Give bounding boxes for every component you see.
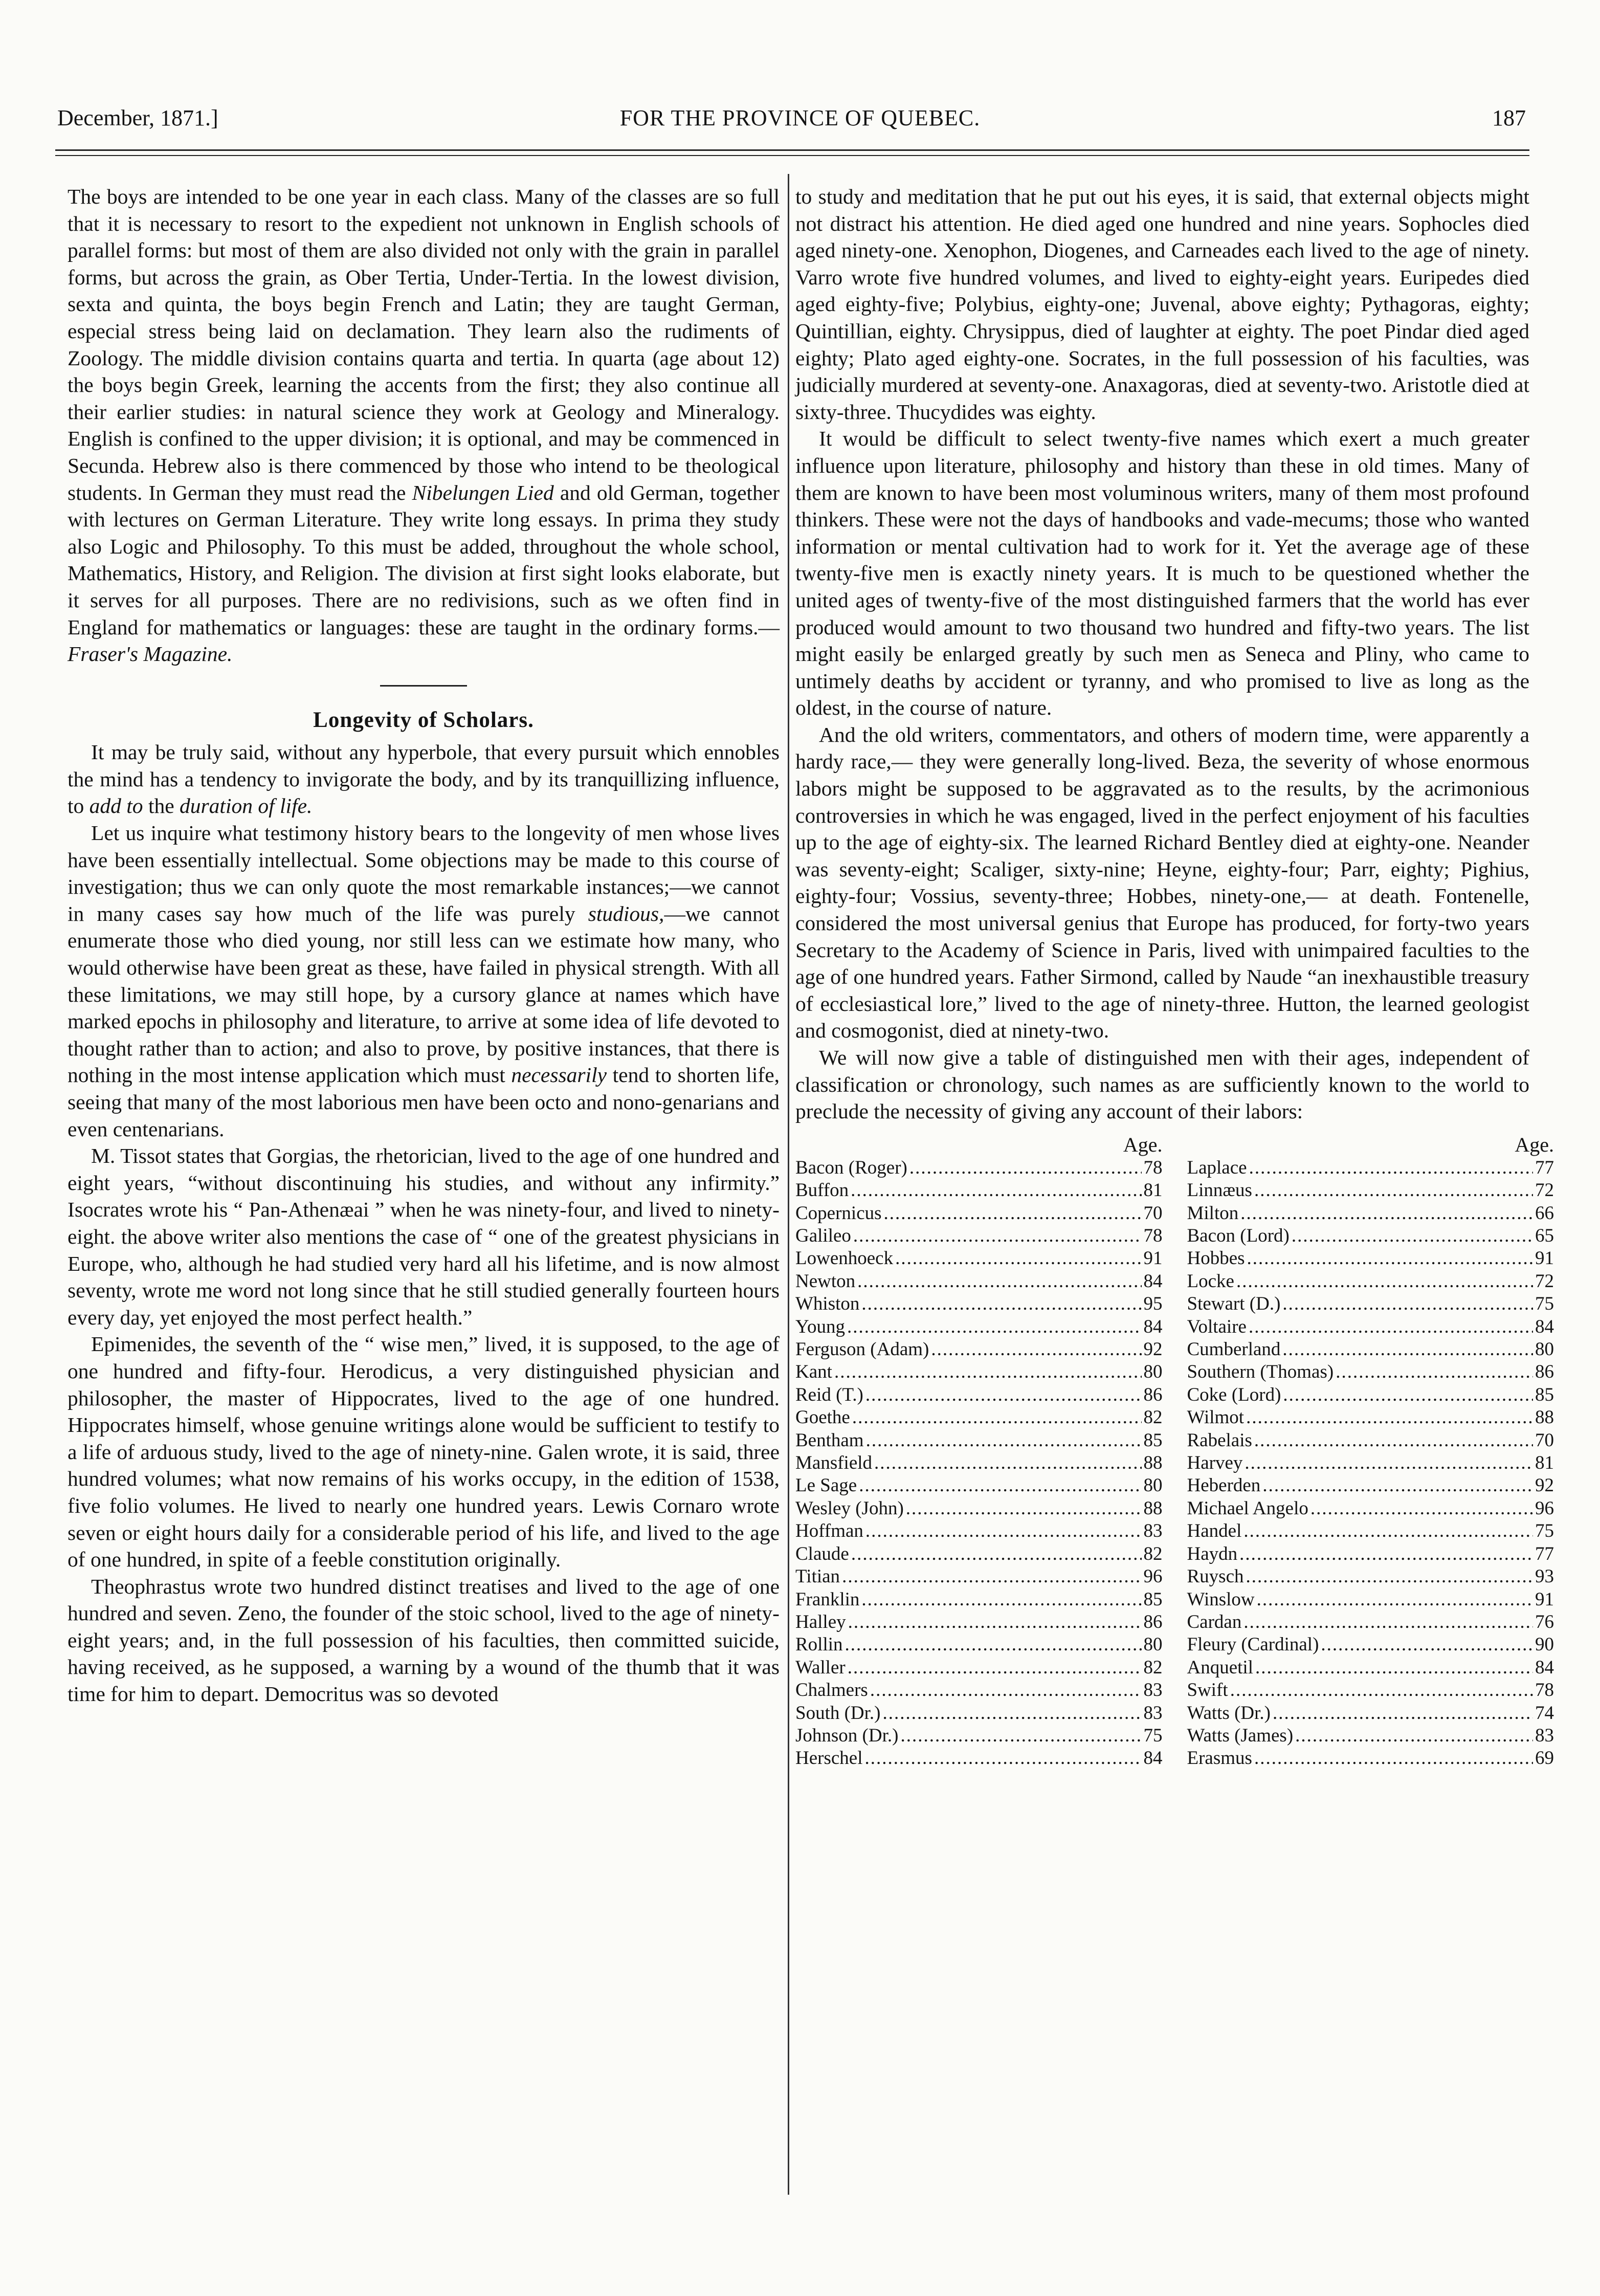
paragraph-epimenides: Epimenides, the seventh of the “ wise men,” lived, it is supposed, to the age of one hundred and fifty-four. Herodicus, a very distinguished physician and philosopher, the master of Hippocrates, lived to the age of one hundred. Hippocrates himself, whose genuine writings alone would be sufficient to testify to a life of arduous study, lived to the age of ninety-nine. Galen wrote, it is said, three hundred volumes; what now remains of his works occupy, in the edition of 1538, five folio volumes. He lived to nearly one hundred years. Lewis Cornaro wrote seven or eight hours daily for a considerable period of his life, and lived to the age of one hundred, in spite of a feeble constitution originally. [68, 1332, 780, 1572]
table-row [1187, 1179, 1554, 1202]
header-rule [55, 149, 1529, 151]
person-age: 81 [1143, 1180, 1163, 1201]
table-row [795, 1316, 1163, 1338]
right-column [795, 183, 1554, 1770]
person-age: 84 [1143, 1316, 1163, 1337]
header-rule-thin [55, 155, 1529, 156]
paragraph-continuation: to study and meditation that he put out his eyes, it is said, that external objects might not distract his attention. He died aged one hundred and nine years. Sophocles died aged ninety-one. Xenophon, Diogenes, and Carneades each lived to the age of ninety. Varro wrote five hundred volumes, and lived to eighty-eight years. Euripedes died aged eighty-five; Polybius, eighty-one; Juvenal, above eighty; Pythagoras, eighty; Quintillian, eighty. Chrysippus, died of laughter at eighty. The poet Pindar died aged eighty; Plato aged eighty-one. Socrates, in the full possession of his faculties, was judicially murdered at seventy-one. Anaxagoras, died at seventy-two. Aristotle died at sixty-three. Thucydides was eighty. [795, 185, 1529, 424]
person-age: 80 [1535, 1339, 1554, 1360]
table-row [1187, 1679, 1554, 1702]
person-age: 82 [1143, 1543, 1163, 1564]
table-row [1187, 1497, 1554, 1520]
table-row [1187, 1361, 1554, 1383]
person-name: Herschel [795, 1748, 863, 1769]
column-divider [788, 174, 789, 2195]
table-row [1187, 1633, 1554, 1656]
person-age: 82 [1143, 1407, 1163, 1428]
person-name: Haydn [1187, 1543, 1238, 1564]
person-name: South (Dr.) [795, 1702, 881, 1724]
table-row [795, 1270, 1163, 1293]
leader-dots [845, 1633, 1142, 1656]
table-row [1187, 1338, 1554, 1361]
person-age: 74 [1535, 1702, 1554, 1724]
person-age: 96 [1143, 1566, 1163, 1587]
leader-dots [1254, 1429, 1533, 1452]
person-age: 91 [1535, 1248, 1554, 1269]
header-title: FOR THE PROVINCE OF QUEBEC. [619, 105, 981, 130]
person-age: 86 [1143, 1384, 1163, 1405]
person-name: Michael Angelo [1187, 1497, 1308, 1519]
leader-dots [1246, 1406, 1533, 1429]
person-name: Milton [1187, 1202, 1239, 1224]
person-name: Newton [795, 1270, 856, 1292]
person-name: Ruysch [1187, 1566, 1244, 1587]
leader-dots [1243, 1520, 1533, 1542]
ages-table-left [795, 1133, 1176, 1770]
person-age: 84 [1143, 1748, 1163, 1769]
table-row [795, 1725, 1163, 1747]
table-row [1187, 1316, 1554, 1338]
leader-dots [909, 1157, 1142, 1179]
table-row [795, 1429, 1163, 1452]
person-name: Franklin [795, 1588, 860, 1610]
person-name: Whiston [795, 1293, 860, 1315]
table-row [795, 1657, 1163, 1679]
person-age: 72 [1535, 1270, 1554, 1292]
table-row [1187, 1202, 1554, 1225]
person-age: 83 [1143, 1520, 1163, 1542]
leader-dots [1230, 1679, 1533, 1702]
paragraph-inquire: Let us inquire what testimony history bears to the longevity of men whose lives have been essentially intellectual. Some objections may be made to this course of investigation; thus we can only quote the most remarkable instances;—we cannot in many cases say how much of the life was purely studious,—we cannot enumerate those who died young, nor still less can we estimate how many, who would otherwise have been great as these, have failed in physical strength. With all these limitations, we may still hope, by a cursory glance at names which have marked epochs in philosophy and literature, to arrive at some idea of life devoted to thought rather than to action; and also to prove, by positive instances, that there is nothing in the most intense application which must necessarily tend to shorten life, seeing that many of the most laborious men have been octo and nono-genarians and even centenarians. [68, 821, 780, 1141]
person-age: 85 [1535, 1384, 1554, 1405]
leader-dots [861, 1588, 1141, 1611]
person-name: Locke [1187, 1270, 1234, 1292]
person-age: 82 [1143, 1657, 1163, 1678]
person-age: 77 [1535, 1543, 1554, 1564]
table-row [795, 1157, 1163, 1179]
table-row [1187, 1247, 1554, 1270]
table-row [1187, 1429, 1554, 1452]
person-name: Harvey [1187, 1452, 1243, 1474]
article-heading: Longevity of Scholars. [313, 708, 534, 732]
table-row [1187, 1588, 1554, 1611]
person-name: Bacon (Roger) [795, 1157, 907, 1178]
ages-table-right [1176, 1133, 1554, 1770]
leader-dots [1255, 1657, 1533, 1679]
table-row [795, 1679, 1163, 1702]
table-row [1187, 1725, 1554, 1747]
table-row [795, 1474, 1163, 1497]
person-age: 78 [1535, 1680, 1554, 1701]
person-name: Copernicus [795, 1202, 882, 1224]
person-age: 92 [1143, 1339, 1163, 1360]
leader-dots [848, 1611, 1142, 1633]
person-age: 92 [1535, 1475, 1554, 1496]
person-name: Watts (Dr.) [1187, 1702, 1271, 1724]
table-row [795, 1361, 1163, 1383]
person-name: Heberden [1187, 1475, 1261, 1496]
person-name: Fleury (Cardinal) [1187, 1634, 1319, 1655]
leader-dots [852, 1406, 1142, 1429]
person-name: Wilmot [1187, 1407, 1245, 1428]
leader-dots [870, 1679, 1142, 1702]
person-name: Ferguson (Adam) [795, 1339, 929, 1360]
table-row [1187, 1543, 1554, 1565]
person-name: Linnæus [1187, 1180, 1252, 1201]
person-name: Cardan [1187, 1611, 1242, 1632]
person-name: Handel [1187, 1520, 1242, 1542]
table-row [1187, 1157, 1554, 1179]
person-age: 83 [1535, 1725, 1554, 1746]
person-age: 69 [1535, 1748, 1554, 1769]
leader-dots [874, 1452, 1141, 1474]
person-name: Hoffman [795, 1520, 863, 1542]
table-row [1187, 1474, 1554, 1497]
paragraph-intro: It may be truly said, without any hyperbole, that every pursuit which ennobles the mind has a tendency to invigorate the body, and by its tranquillizing influence, to add to the duration of life. [68, 740, 780, 818]
table-row [795, 1225, 1163, 1247]
table-row [795, 1520, 1163, 1542]
table-row [795, 1452, 1163, 1474]
age-column-header: Age. [1123, 1133, 1163, 1156]
paragraph-theophrastus: Theophrastus wrote two hundred distinct treatises and lived to the age of one hundred and seven. Zeno, the founder of the stoic school, lived to the age of ninety-eight years; and, in the full possession of his faculties, then committed suicide, having received, as he supposed, a warning by a wound of the thumb that it was time for him to depart. Democritus was so devoted [68, 1574, 780, 1706]
person-name: Halley [795, 1611, 846, 1632]
leader-dots [1243, 1611, 1533, 1633]
age-column-header: Age. [1515, 1133, 1554, 1156]
leader-dots [847, 1316, 1141, 1338]
leader-dots [1246, 1565, 1534, 1588]
person-name: Buffon [795, 1180, 849, 1201]
header-date: December, 1871.] [57, 105, 218, 130]
table-row [1187, 1384, 1554, 1406]
person-name: Waller [795, 1657, 846, 1678]
table-row [795, 1338, 1163, 1361]
leader-dots [865, 1747, 1142, 1770]
leader-dots [1336, 1361, 1533, 1383]
leader-dots [883, 1702, 1142, 1725]
table-row [795, 1293, 1163, 1315]
leader-dots [1254, 1747, 1533, 1770]
table-row [1187, 1702, 1554, 1725]
table-row [795, 1588, 1163, 1611]
person-age: 84 [1535, 1657, 1554, 1678]
table-row [795, 1384, 1163, 1406]
source-citation: Fraser's Magazine. [68, 642, 233, 666]
person-age: 81 [1535, 1452, 1554, 1474]
person-age: 77 [1535, 1157, 1554, 1178]
person-name: Chalmers [795, 1680, 868, 1701]
table-row [1187, 1657, 1554, 1679]
person-name: Stewart (D.) [1187, 1293, 1281, 1315]
person-age: 88 [1143, 1452, 1163, 1474]
person-age: 75 [1143, 1725, 1163, 1746]
running-header [0, 105, 1600, 136]
person-name: Voltaire [1187, 1316, 1247, 1337]
leader-dots [1321, 1633, 1533, 1656]
person-age: 91 [1143, 1248, 1163, 1269]
table-row [1187, 1611, 1554, 1633]
section-separator [380, 685, 467, 687]
person-name: Lowenhoeck [795, 1248, 894, 1269]
person-age: 93 [1535, 1566, 1554, 1587]
table-row [1187, 1293, 1554, 1315]
leader-dots [1239, 1543, 1533, 1565]
leader-dots [848, 1657, 1142, 1679]
leader-dots [884, 1202, 1142, 1225]
leader-dots [1249, 1316, 1533, 1338]
person-name: Watts (James) [1187, 1725, 1294, 1746]
ages-table [795, 1133, 1554, 1770]
table-row [1187, 1747, 1554, 1770]
leader-dots [1282, 1293, 1533, 1315]
person-age: 70 [1143, 1202, 1163, 1224]
person-age: 84 [1143, 1270, 1163, 1292]
person-name: Claude [795, 1543, 849, 1564]
person-age: 75 [1535, 1293, 1554, 1315]
person-name: Rabelais [1187, 1429, 1252, 1451]
ages-list-right [1187, 1157, 1554, 1770]
person-name: Johnson (Dr.) [795, 1725, 899, 1746]
leader-dots [1240, 1202, 1533, 1225]
table-row [795, 1247, 1163, 1270]
table-row [1187, 1452, 1554, 1474]
person-name: Southern (Thomas) [1187, 1361, 1334, 1383]
table-row [1187, 1565, 1554, 1588]
leader-dots [1254, 1179, 1533, 1202]
person-age: 91 [1535, 1588, 1554, 1610]
nibelungen-title: Nibelungen Lied [412, 480, 554, 504]
table-row [795, 1702, 1163, 1725]
person-age: 88 [1143, 1497, 1163, 1519]
leader-dots [866, 1429, 1142, 1452]
left-column [68, 183, 780, 1708]
person-age: 80 [1143, 1475, 1163, 1496]
person-name: Mansfield [795, 1452, 873, 1474]
leader-dots [1310, 1497, 1533, 1520]
table-row [795, 1497, 1163, 1520]
paragraph-table-intro: We will now give a table of distinguished men with their ages, independent of classification or chronology, such names as are sufficiently known to the world to preclude the necessity of giving any account of their labors: [795, 1046, 1529, 1123]
person-name: Laplace [1187, 1157, 1247, 1178]
person-name: Kant [795, 1361, 832, 1383]
table-row [1187, 1225, 1554, 1247]
leader-dots [865, 1520, 1142, 1542]
leader-dots [1245, 1452, 1533, 1474]
person-name: Wesley (John) [795, 1497, 904, 1519]
leader-dots [842, 1565, 1141, 1588]
person-age: 78 [1143, 1157, 1163, 1178]
leader-dots [931, 1338, 1141, 1361]
person-name: Bacon (Lord) [1187, 1225, 1290, 1246]
paragraph-old-writers: And the old writers, commentators, and others of modern time, were apparently a hardy race,— they were generally long-lived. Beza, the severity of whose enormous labors might be supposed to be aggravated as to the results, by the acrimonious controversies in which he was engaged, lived in the perfect enjoyment of his faculties up to the age of eighty-six. The learned Richard Bentley died at eighty-one. Neander was seventy-eight; Scaliger, sixty-nine; Heyne, eighty-four; Parr, eighty; Pighius, eighty-four; Vossius, seventy-three; Hobbes, ninety-one,— at death. Fontenelle, considered the most universal genius that Europe has produced, for forty-two years Secretary to the Academy of Science in Paris, lived with unimpaired faculties to the age of one hundred years. Father Sirmond, called by Naude “an inexhaustible treasury of ecclesiastical lore,” lived to the age of ninety-three. Hutton, the learned geologist and cosmogonist, died at ninety-two. [795, 722, 1529, 1043]
table-row [795, 1406, 1163, 1429]
person-age: 96 [1535, 1497, 1554, 1519]
person-name: Galileo [795, 1225, 851, 1246]
leader-dots [861, 1293, 1141, 1315]
leader-dots [1283, 1384, 1533, 1406]
leader-dots [1262, 1474, 1533, 1497]
table-row [795, 1565, 1163, 1588]
person-age: 80 [1143, 1361, 1163, 1383]
paragraph-tissot: M. Tissot states that Gorgias, the rhetorician, lived to the age of one hundred and eight years, “without discontinuing his studies, and without any infirmity.” Isocrates wrote his “ Pan-Athenæai ” when he was ninety-four, and lived to ninety-eight. the above writer also mentions the case of “ one of the greatest physicians in Europe, who, although he had studied very hard all his lifetime, and is now almost seventy, wrote me word not long since that he still studied generally fourteen hours every day, yet enjoyed the most perfect health.” [68, 1144, 780, 1329]
leader-dots [1295, 1725, 1533, 1747]
person-age: 95 [1143, 1293, 1163, 1315]
person-name: Reid (T.) [795, 1384, 863, 1405]
page-number: 187 [1492, 105, 1526, 130]
table-row [795, 1633, 1163, 1656]
person-age: 86 [1143, 1611, 1163, 1632]
person-age: 66 [1535, 1202, 1554, 1224]
person-age: 85 [1143, 1429, 1163, 1451]
leader-dots [900, 1725, 1141, 1747]
person-age: 90 [1535, 1634, 1554, 1655]
table-row [1187, 1270, 1554, 1293]
person-age: 88 [1535, 1407, 1554, 1428]
table-row [1187, 1406, 1554, 1429]
person-age: 83 [1143, 1680, 1163, 1701]
person-name: Hobbes [1187, 1248, 1245, 1269]
person-name: Le Sage [795, 1475, 857, 1496]
leader-dots [1247, 1247, 1533, 1270]
person-age: 84 [1535, 1316, 1554, 1337]
person-name: Swift [1187, 1680, 1228, 1701]
leader-dots [851, 1543, 1142, 1565]
leader-dots [1257, 1588, 1533, 1611]
ages-list-left [795, 1157, 1163, 1770]
person-name: Anquetil [1187, 1657, 1253, 1678]
leader-dots [853, 1225, 1142, 1247]
person-name: Titian [795, 1566, 840, 1587]
leader-dots [1273, 1702, 1533, 1725]
person-age: 76 [1535, 1611, 1554, 1632]
paragraph-boys: The boys are intended to be one year in each class. Many of the classes are so full that it is necessary to resort to the expedient not unknown in English schools of parallel forms: but most of them are also divided not only with the grain in parallel forms, but across the grain, as Ober Tertia, Under-Tertia. In the lowest division, sexta and quinta, the boys begin French and Latin; they are taught German, especial stress being laid on declamation. They learn also the rudiments of Zoology. The middle division contains quarta and tertia. In quarta (age about 12) the boys begin Greek, learning the accents from the first; they also continue all their earlier studies: in natural science they work at Geology and Mineralogy. English is confined to the upper division; it is optional, and may be commenced in Secunda. Hebrew also is there commenced by those who intend to be theological students. In German they must read the Nibelungen Lied and old German, together with lectures on German Literature. They write long essays. In prima they study also Logic and Philosophy. To this must be added, throughout the whole school, Mathematics, History, and Religion. The division at first sight looks elaborate, but it serves for all purposes. There are no redivisions, such as we often find in England for mathematics or languages: these are taught in the ordinary forms.—Fraser's Magazine. [68, 185, 780, 666]
person-name: Bentham [795, 1429, 864, 1451]
person-age: 78 [1143, 1225, 1163, 1246]
table-row [795, 1202, 1163, 1225]
leader-dots [859, 1474, 1141, 1497]
leader-dots [1282, 1338, 1533, 1361]
leader-dots [906, 1497, 1142, 1520]
person-name: Winslow [1187, 1588, 1255, 1610]
leader-dots [851, 1179, 1141, 1202]
person-name: Goethe [795, 1407, 850, 1428]
table-row [795, 1179, 1163, 1202]
person-name: Rollin [795, 1634, 843, 1655]
person-age: 65 [1535, 1225, 1554, 1246]
table-row [795, 1747, 1163, 1770]
leader-dots [1292, 1225, 1533, 1247]
leader-dots [1249, 1157, 1533, 1179]
person-age: 75 [1535, 1520, 1554, 1542]
person-age: 83 [1143, 1702, 1163, 1724]
table-row [795, 1543, 1163, 1565]
person-age: 70 [1535, 1429, 1554, 1451]
paragraph-difficult: It would be difficult to select twenty-five names which exert a much greater influence upon literature, philosophy and history than these in old times. Many of them are known to have been most voluminous writers, many of them most profound thinkers. These were not the days of handbooks and vade-mecums; those who wanted information or mental cultivation had to work for it. Yet the average age of these twenty-five men is exactly ninety years. It is much to be questioned whether the united ages of twenty-five of the most distinguished farmers that the world has ever produced would amount to two thousand two hundred and fifty-two years. The list might easily be enlarged greatly by such men as Seneca and Pliny, who came to untimely deaths by accident or tyranny, and who promised to live as long as the oldest, in the course of nature. [795, 427, 1529, 720]
person-age: 72 [1535, 1180, 1554, 1201]
table-row [795, 1611, 1163, 1633]
person-age: 80 [1143, 1634, 1163, 1655]
person-age: 85 [1143, 1588, 1163, 1610]
person-name: Erasmus [1187, 1748, 1252, 1769]
leader-dots [1236, 1270, 1533, 1293]
person-name: Cumberland [1187, 1339, 1281, 1360]
person-name: Coke (Lord) [1187, 1384, 1281, 1405]
leader-dots [857, 1270, 1141, 1293]
leader-dots [834, 1361, 1142, 1383]
leader-dots [865, 1384, 1142, 1406]
table-row [1187, 1520, 1554, 1542]
person-age: 86 [1535, 1361, 1554, 1383]
person-name: Young [795, 1316, 846, 1337]
leader-dots [895, 1247, 1141, 1270]
